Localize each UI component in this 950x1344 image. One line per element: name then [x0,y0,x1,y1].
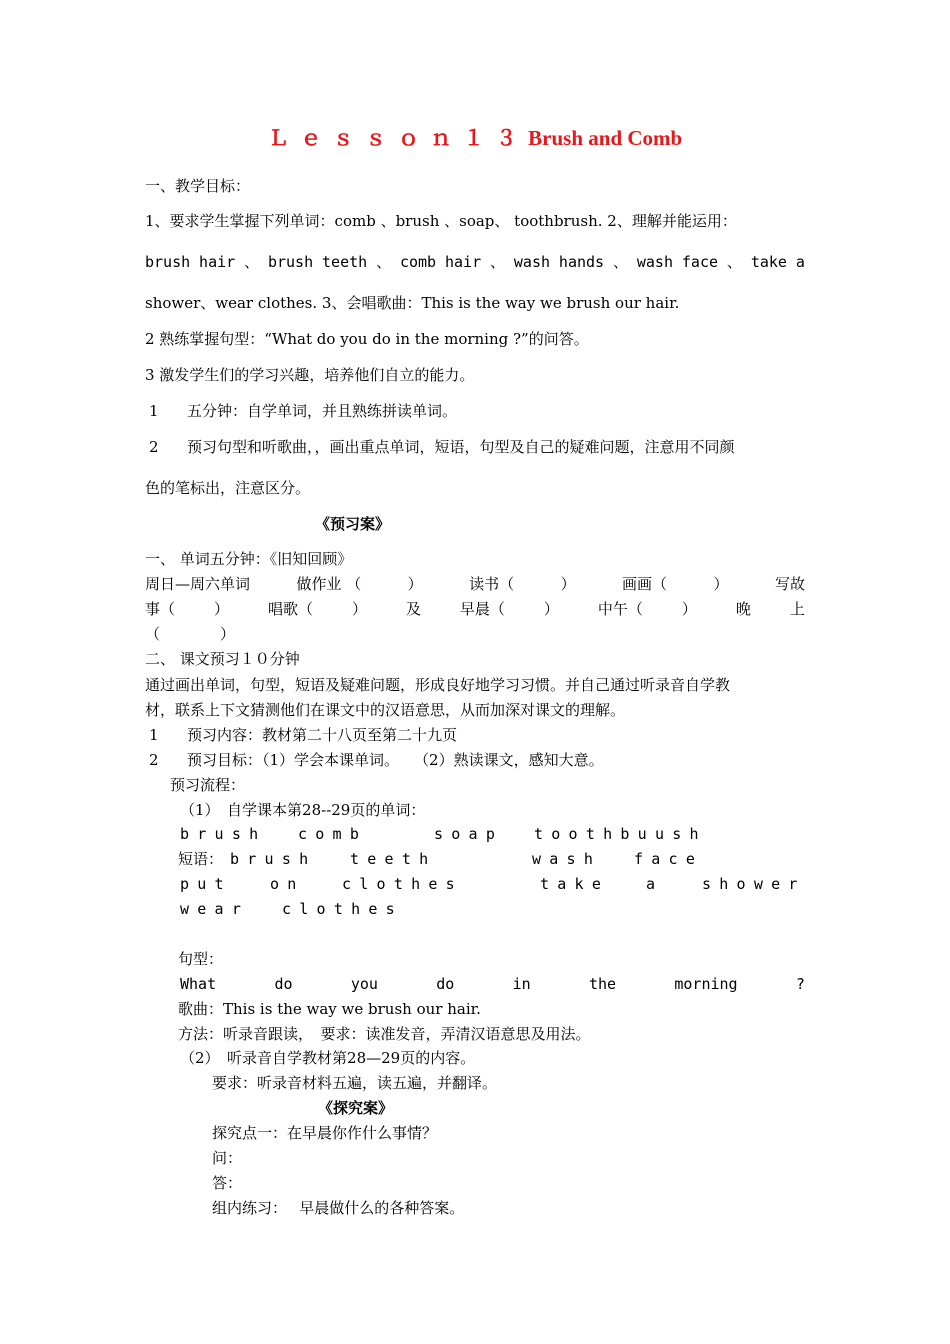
goal-word: brush [145,253,191,271]
goal-word: wash [513,253,551,271]
goals-line-2 [145,252,805,272]
phrases-label: 短语： [178,850,224,868]
goals-step-2-number: 2 [149,438,159,456]
sentence-word: do [436,975,455,993]
vocab-token: ） [351,600,367,618]
preview-content-text: 预习内容：教材第二十八页至第二十九页 [187,726,458,744]
phrase-word: clothes [282,900,403,918]
preview-intro-2: 材，联系上下文猜测他们在课文中的汉语意思，从而加深对课文的理解。 [145,701,626,719]
phrase-word: face [634,850,704,868]
vocab-token: 写故 [774,575,805,593]
vocab-line-1 [145,574,805,594]
lesson-title [0,125,950,151]
goal-word: hair [444,253,482,271]
vocab-token: ） [407,575,423,593]
vocab-token: 中午（ [597,600,643,618]
sentence-word: What [180,975,217,993]
vocab-token: 及 [405,600,421,618]
preview-heading: 《预习案》 [315,515,391,533]
goals-step-2-continued: 色的笔标出，注意区分。 [145,479,311,497]
preview-part-1: 一、 单词五分钟：《旧知回顾》 [145,550,353,568]
vocab-token: ） [713,575,729,593]
preview-intro-1: 通过画出单词，句型，短语及疑难问题，形成良好地学习习惯。并自己通过听录音自学教 [145,676,731,694]
phrase-word: on [270,875,305,893]
phrase-word: shower [702,875,806,893]
goals-step-1-text: 五分钟：自学单词，并且熟练拼读单词。 [187,402,458,420]
phrase-word: wear [180,900,250,918]
goals-step-2-text: 预习句型和听歌曲，，画出重点单词，短语，句型及自己的疑难问题，注意用不同颜 [187,438,735,456]
vocab-token: ） [681,600,697,618]
vocab-token: 读书（ [469,575,515,593]
explore-point-1: 探究点一：在早晨你作什么事情？ [212,1124,438,1142]
phrase-word: take [540,875,610,893]
sentence-word: in [512,975,531,993]
explore-heading: 《探究案》 [318,1099,394,1117]
goal-word: 、 [726,253,742,271]
preview-requirement: 要求：听录音材料五遍，读五遍，并翻译。 [212,1074,498,1092]
sentence-label: 句型： [178,950,224,968]
vocab-line-2 [145,599,805,619]
goal-word: hair [199,253,236,271]
vocab-word: toothbuush [534,825,707,843]
phrase-word: brush [230,850,317,868]
vocab-token: 唱歌（ [267,600,313,618]
goals-line-1: 1、要求学生掌握下列单词：comb 、brush 、soap、 toothbrush. 2、理解并能运用： [145,212,737,230]
preview-process: 预习流程： [170,776,246,794]
goal-word: 、 [376,253,392,271]
vocab-word: brush [180,825,267,843]
explore-ask: 问： [212,1149,243,1167]
preview-target-number: 2 [149,751,159,769]
goal-word: take [750,253,787,271]
phrase-word: put [180,875,232,893]
phrase-word: a [646,875,664,893]
explore-answer: 答： [212,1174,243,1192]
goal-word: face [681,253,719,271]
vocab-word: soap [434,825,504,843]
goals-line-4: 2 熟练掌握句型：“What do you do in the morning ?”的问答。 [145,330,589,348]
goals-line-3: shower、wear clothes. 3、会唱歌曲：This is the way we brush our hair. [145,294,680,312]
vocab-line-3: （ ） [145,625,236,643]
goal-word: hands [558,253,605,271]
vocab-token: 画画（ [622,575,668,593]
preview-step-1: （1） 自学课本第28--29页的单词： [180,801,426,819]
lesson-name: Brush and Comb [528,126,683,150]
preview-step-2: （2） 听录音自学教材第28—29页的内容。 [180,1049,476,1067]
phrase-word: clothes [342,875,463,893]
goal-word: 、 [244,253,260,271]
vocab-token: 早晨（ [459,600,505,618]
method-line: 方法：听录音跟读， 要求：读准发音，弄清汉语意思及用法。 [178,1025,591,1043]
phrase-word: teeth [350,850,437,868]
sentence-word: morning [674,975,738,993]
goal-word: wash [636,253,673,271]
vocab-token: 周日—周六单词 [145,575,251,593]
vocab-token: ） [213,600,229,618]
preview-part-2: 二、 课文预习１０分钟 [145,650,300,668]
sentence-word: you [350,975,378,993]
goals-heading: 一、教学目标： [145,177,251,195]
sentence-pattern [180,974,805,994]
vocab-word: comb [298,825,368,843]
goal-word: a [795,253,805,271]
goal-word: comb [399,253,437,271]
preview-content-number: 1 [149,726,159,744]
goals-step-1-number: 1 [149,402,159,420]
goal-word: teeth [322,253,368,271]
vocab-token: ） [560,575,576,593]
goals-line-5: 3 激发学生们的学习兴趣，培养他们自立的能力。 [145,366,475,384]
vocab-token: 晚 [735,600,751,618]
lesson-number: Ｌｅｓｓｏｎ１３ [267,125,529,150]
goal-word: brush [267,253,314,271]
preview-target-text: 预习目标：（1）学会本课单词。 （2）熟读课文，感知大意。 [187,751,604,769]
vocab-token: 上 [789,600,805,618]
vocab-token: 事（ [145,600,176,618]
goal-word: 、 [490,253,506,271]
sentence-word: do [274,975,293,993]
vocab-token: 做作业 （ [296,575,362,593]
sentence-word: the [588,975,617,993]
phrase-word: wash [532,850,602,868]
goal-word: 、 [612,253,628,271]
vocab-token: ） [543,600,559,618]
sentence-word: ? [795,975,805,993]
song-line: 歌曲：This is the way we brush our hair. [178,1000,481,1018]
explore-group-practice: 组内练习： 早晨做什么的各种答案。 [212,1199,465,1217]
